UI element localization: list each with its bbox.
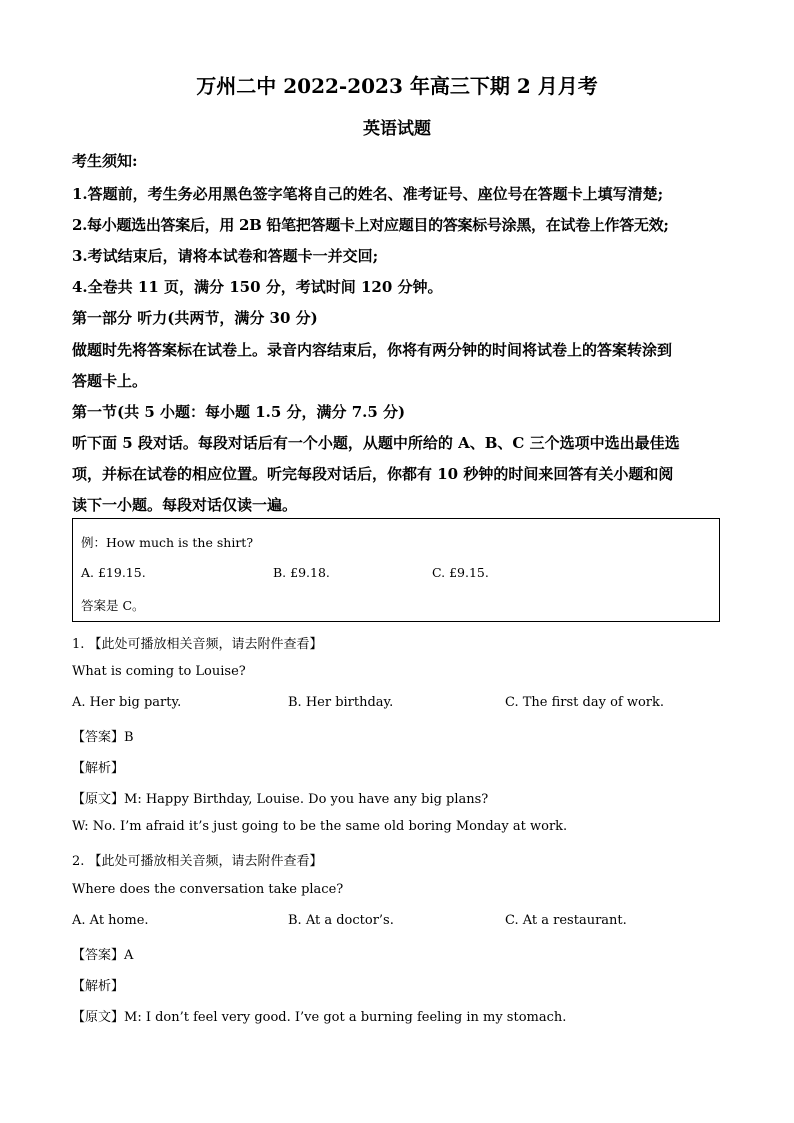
transcript-label: 【原文】 (72, 1010, 125, 1025)
audio-note-link[interactable]: 【此处可播放相关音频，请去附件查看】 (88, 637, 323, 652)
question-1-answer: 【答案】B (72, 730, 134, 745)
question-1-transcript-line (72, 788, 488, 807)
example-option-b: B. £9.18. (273, 565, 330, 580)
notice-item: 3.考试结束后，请将本试卷和答题卡一并交回; (72, 247, 379, 265)
example-box (72, 518, 720, 622)
question-number: 2. (72, 854, 85, 869)
question-1-option-b: B. Her birthday. (288, 695, 394, 710)
transcript-text: M: I don’t feel very good. I’ve got a burning feeling in my stomach. (124, 1010, 567, 1025)
transcript-label: 【原文】 (72, 792, 125, 807)
example-answer: 答案是 C。 (81, 598, 145, 613)
audio-note-link[interactable]: 【此处可播放相关音频，请去附件查看】 (88, 854, 323, 869)
question-number: 1. (72, 637, 85, 652)
section1-heading: 第一节(共 5 小题：每小题 1.5 分，满分 7.5 分) (72, 403, 406, 421)
question-1-transcript-line: W: No. I’m afraid it’s just going to be the same old boring Monday at work. (72, 819, 568, 834)
notice-item: 2.每小题选出答案后，用 2B 铅笔把答题卡上对应题目的答案标号涂黑，在试卷上作答无效; (72, 216, 669, 234)
question-2-answer: 【答案】A (72, 948, 134, 963)
notice-heading: 考生须知: (72, 152, 138, 170)
question-2-option-a: A. At home. (72, 913, 149, 928)
section1-instruction-line: 读下一小题。每段对话仅读一遍。 (72, 496, 298, 514)
question-1-option-a: A. Her big party. (72, 695, 182, 710)
exam-subtitle: 英语试题 (363, 119, 431, 139)
exam-title: 万州二中 2022-2023 年高三下期 2 月月考 (196, 74, 598, 98)
question-1-option-c: C. The first day of work. (505, 695, 665, 710)
part1-heading: 第一部分 听力(共两节，满分 30 分) (72, 309, 318, 327)
question-2-analysis: 【解析】 (72, 979, 125, 994)
question-1-prompt: What is coming to Louise? (72, 664, 246, 679)
example-option-a: A. £19.15. (81, 565, 146, 580)
part1-instruction-line: 答题卡上。 (72, 372, 148, 390)
notice-item: 1.答题前，考生务必用黑色签字笔将自己的姓名、准考证号、座位号在答题卡上填写清楚; (72, 185, 664, 203)
example-question: 例：How much is the shirt? (81, 535, 254, 550)
section1-instruction-line: 听下面 5 段对话。每段对话后有一个小题，从题中所给的 A、B、C 三个选项中选出最佳选 (72, 434, 680, 452)
section1-instruction-line: 项，并标在试卷的相应位置。听完每段对话后，你都有 10 秒钟的时间来回答有关小题和阅 (72, 465, 674, 483)
notice-item: 4.全卷共 11 页，满分 150 分，考试时间 120 分钟。 (72, 278, 443, 296)
question-2-transcript-line (72, 1006, 566, 1025)
question-2-prompt: Where does the conversation take place? (72, 882, 344, 897)
transcript-text: M: Happy Birthday, Louise. Do you have any big plans? (124, 792, 489, 807)
question-2-header (72, 850, 323, 869)
question-1-analysis: 【解析】 (72, 761, 125, 776)
example-option-c: C. £9.15. (432, 565, 489, 580)
part1-instruction-line: 做题时先将答案标在试卷上。录音内容结束后，你将有两分钟的时间将试卷上的答案转涂到 (72, 341, 673, 359)
question-2-option-c: C. At a restaurant. (505, 913, 627, 928)
question-2-option-b: B. At a doctor’s. (288, 913, 394, 928)
question-1-header (72, 633, 323, 652)
